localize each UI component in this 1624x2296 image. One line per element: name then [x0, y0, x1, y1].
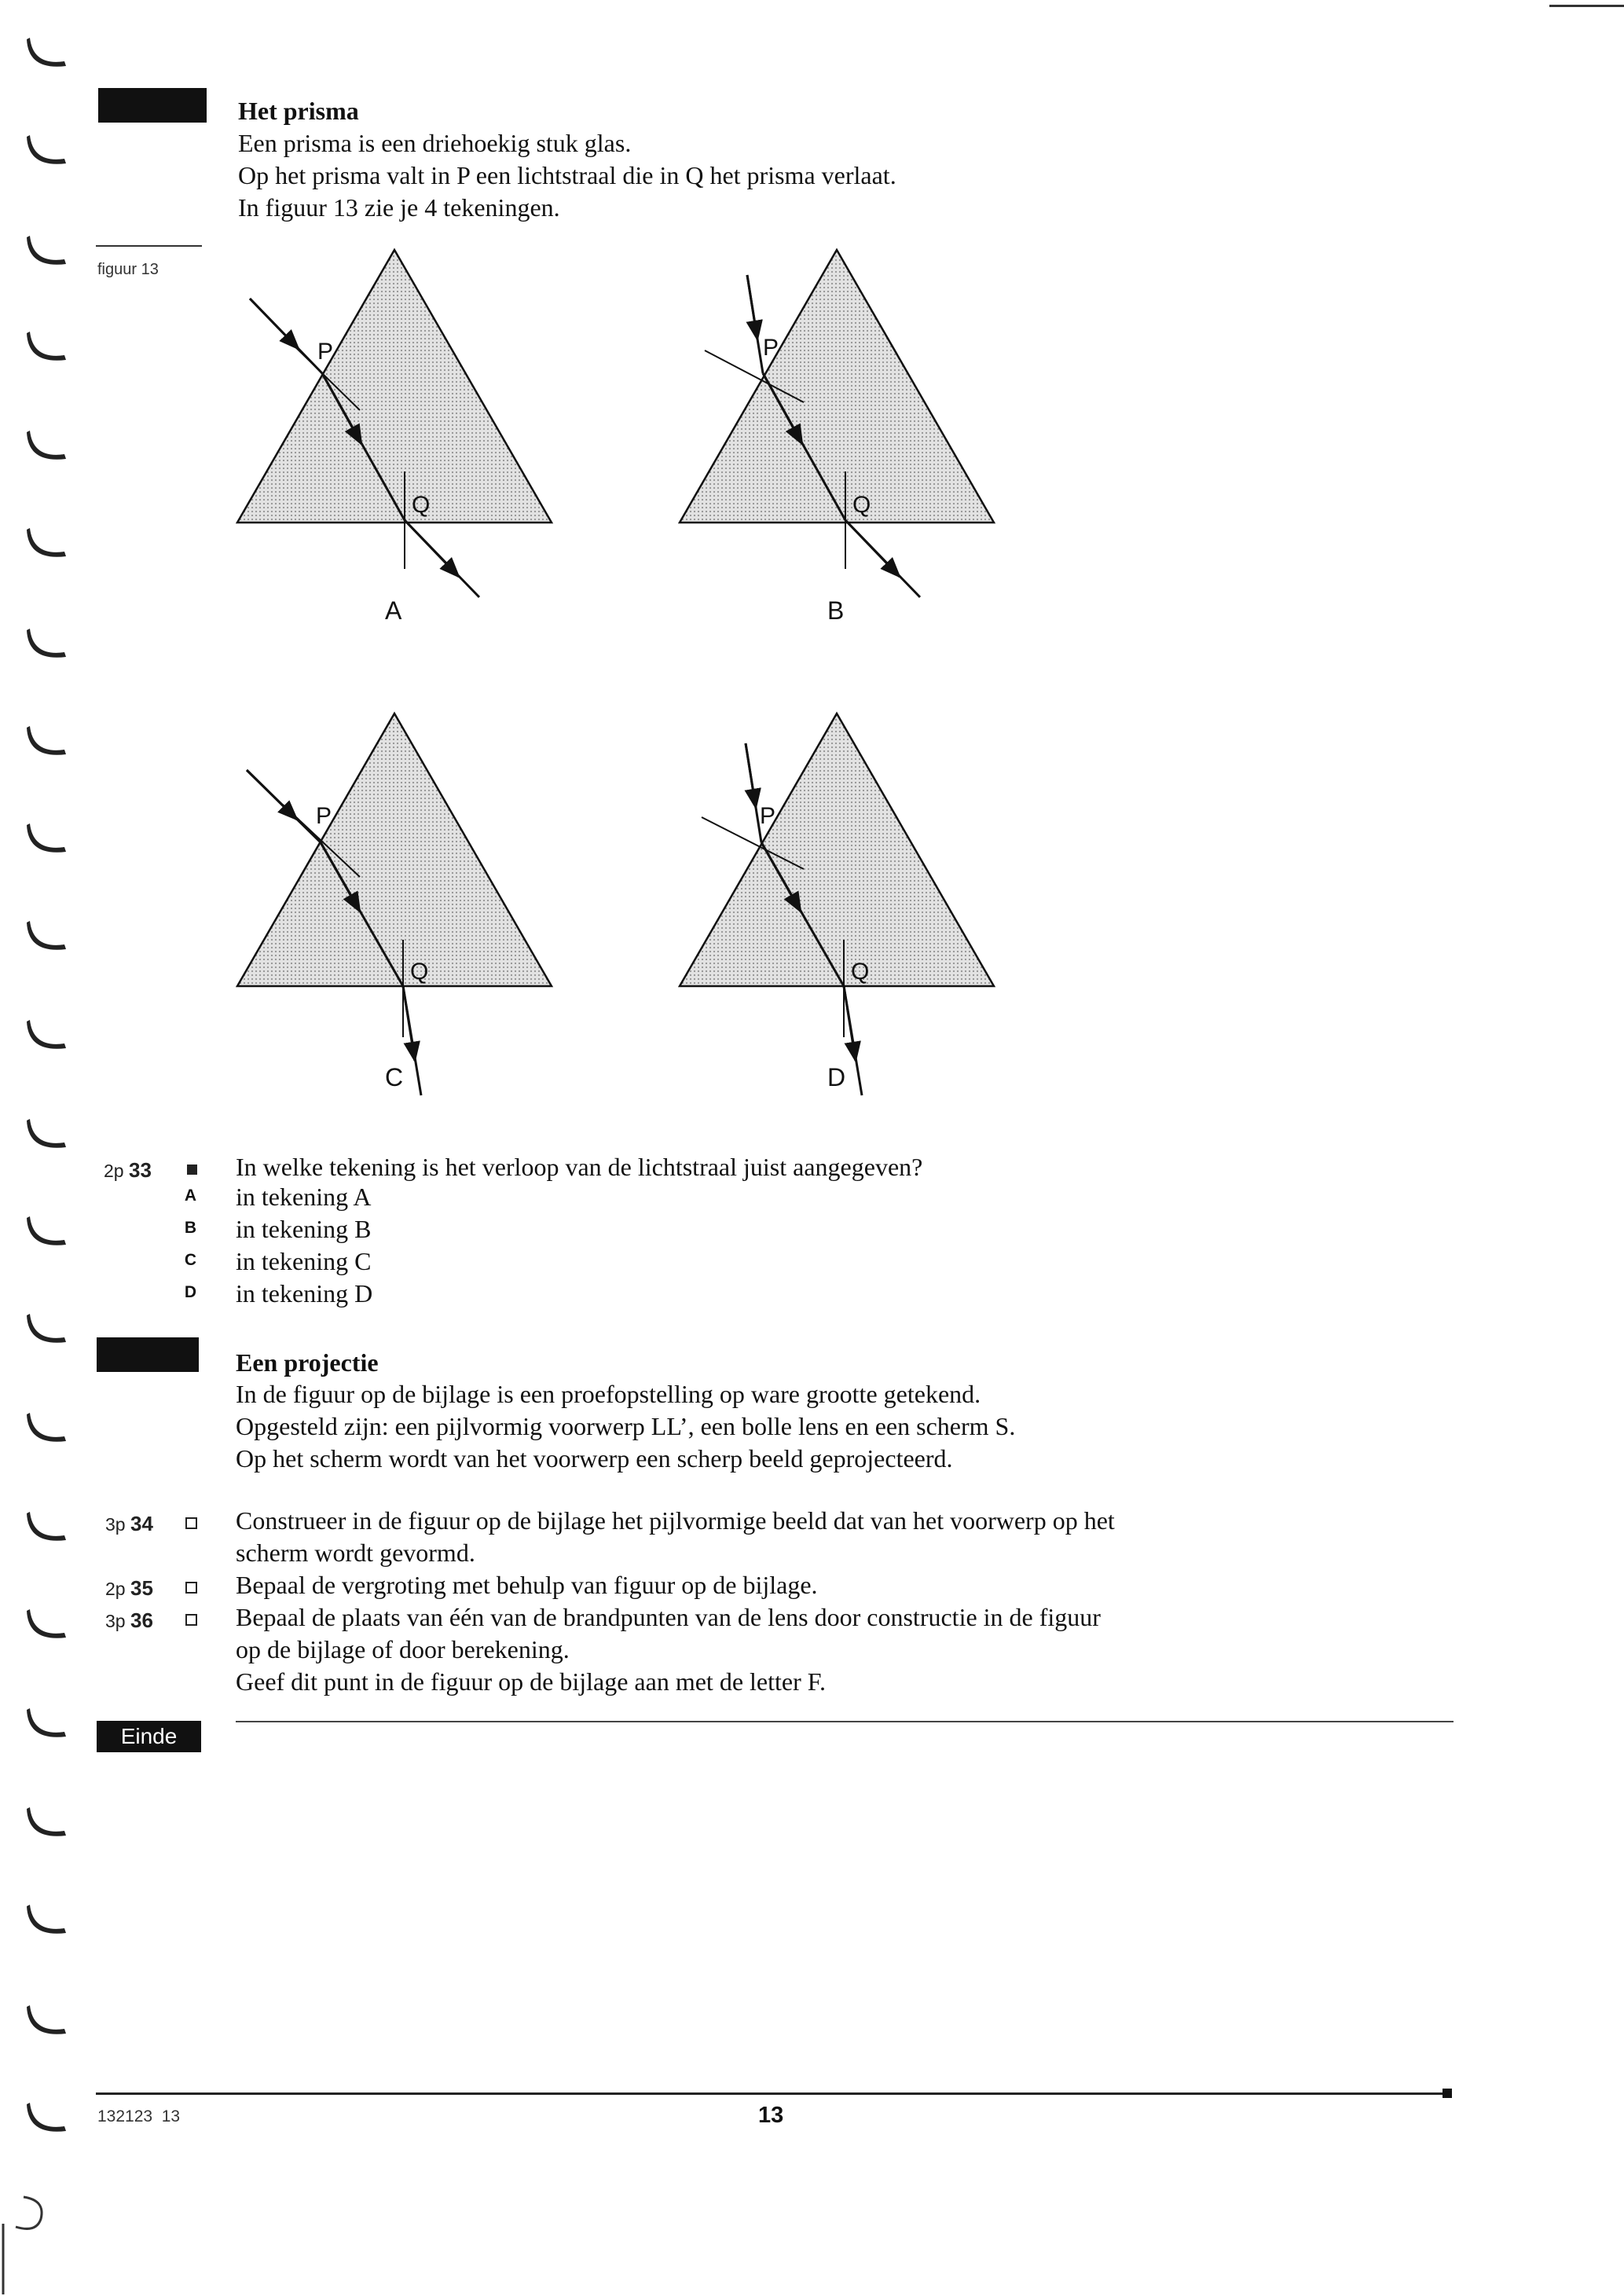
- question-34-number: [105, 1512, 153, 1536]
- binder-mark: [24, 1017, 71, 1053]
- prism-drawing-c: [236, 707, 566, 1100]
- intro-line: Opgesteld zijn: een pijlvormig voorwerp LL’, een bolle lens en een scherm S.: [236, 1412, 1016, 1440]
- end-label: Einde: [97, 1721, 201, 1752]
- binder-mark: [24, 1509, 71, 1545]
- binder-mark: [24, 1705, 71, 1741]
- option-letter: B: [184, 1219, 196, 1237]
- point-p-label: P: [317, 339, 334, 365]
- question-36-number: [105, 1608, 153, 1633]
- question-number: 33: [128, 1158, 152, 1182]
- point-p-label: P: [760, 803, 776, 829]
- binder-mark: [24, 525, 71, 561]
- section-marker-bar: [98, 88, 207, 123]
- binder-mark: [24, 1213, 71, 1249]
- point-p-label: P: [763, 335, 779, 361]
- exit-ray-arrow: [405, 520, 459, 577]
- prism-triangle: [237, 713, 552, 986]
- section-marker-bar: [97, 1337, 199, 1372]
- intro-line: Op het prisma valt in P een lichtstraal die in Q het prisma verlaat.: [238, 161, 896, 189]
- footer-code: 132123 13: [97, 2107, 181, 2125]
- point-q-label: Q: [410, 959, 429, 985]
- footer-rule: [96, 2092, 1446, 2095]
- binder-mark: [24, 1804, 71, 1840]
- question-35-number: [105, 1576, 153, 1601]
- point-q-label: Q: [851, 959, 870, 985]
- point-p-label: P: [316, 803, 332, 829]
- section-title-prisma: Het prisma: [238, 97, 359, 125]
- point-q-label: Q: [852, 492, 871, 518]
- prism-triangle: [237, 250, 552, 523]
- question-number: 35: [130, 1576, 153, 1600]
- prism-drawing-d: [678, 707, 1008, 1100]
- binder-mark: [24, 1410, 71, 1446]
- incident-ray-arrow: [250, 299, 299, 349]
- option-b[interactable]: in tekening B: [236, 1215, 372, 1243]
- binder-mark: [24, 1606, 71, 1642]
- question-line: Construeer in de figuur op de bijlage het pijlvormige beeld dat van het voorwerp op het: [236, 1506, 1115, 1535]
- binder-mark: [24, 723, 71, 759]
- option-a[interactable]: in tekening A: [236, 1183, 372, 1211]
- drawing-letter: A: [385, 596, 402, 625]
- checkbox-icon: [185, 1517, 197, 1529]
- intro-line: In figuur 13 zie je 4 tekeningen.: [238, 193, 560, 222]
- option-c[interactable]: in tekening C: [236, 1247, 372, 1275]
- binder-mark: [24, 1902, 71, 1938]
- binder-mark: [24, 1116, 71, 1152]
- prism-drawing-a: [236, 244, 566, 629]
- question-34-text: [236, 1505, 1540, 1569]
- incident-ray-arrow: [247, 770, 297, 820]
- section-title-projectie: Een projectie: [236, 1348, 379, 1377]
- exit-ray-arrow: [403, 986, 415, 1061]
- binder-mark: [24, 132, 71, 168]
- drawing-letter: C: [385, 1063, 404, 1091]
- option-letter: A: [184, 1187, 196, 1205]
- intro-line: Op het scherm wordt van het voorwerp een scherp beeld geprojecteerd.: [236, 1444, 953, 1473]
- incident-ray-arrow: [747, 275, 757, 339]
- page-number: 13: [758, 2103, 784, 2128]
- question-line: Geef dit punt in de figuur op de bijlage aan met de letter F.: [236, 1667, 826, 1696]
- question-line: scherm wordt gevormd.: [236, 1539, 475, 1567]
- section-intro-projectie: [236, 1378, 1493, 1475]
- prism-drawing-b: [678, 244, 1008, 629]
- section-intro-prisma: [238, 127, 1495, 224]
- checkbox-icon: [185, 1582, 197, 1594]
- figure-label-rule: [96, 245, 202, 247]
- question-line: Bepaal de plaats van één van de brandpunten van de lens door constructie in de figuur: [236, 1603, 1101, 1631]
- exit-ray-arrow: [845, 520, 900, 577]
- option-letter: D: [184, 1283, 196, 1301]
- question-36-text: [236, 1601, 1540, 1698]
- scan-artifact: [0, 2192, 55, 2296]
- binder-mark: [24, 2100, 71, 2136]
- binder-mark: [24, 918, 71, 954]
- intro-line: In de figuur op de bijlage is een proefopstelling op ware grootte getekend.: [236, 1380, 981, 1408]
- binder-mark: [24, 2002, 71, 2038]
- question-35-text: Bepaal de vergroting met behulp van figuur op de bijlage.: [236, 1571, 818, 1599]
- binder-mark: [24, 233, 71, 269]
- footer-rule-end-square: [1443, 2089, 1452, 2098]
- drawing-letter: B: [827, 596, 845, 625]
- prism-triangle: [680, 250, 994, 523]
- point-q-label: Q: [412, 492, 431, 518]
- question-points: 3p: [105, 1514, 126, 1535]
- binder-mark: [24, 35, 71, 71]
- corner-line: [1549, 5, 1624, 7]
- figure-label: figuur 13: [97, 261, 159, 278]
- exit-ray-arrow: [844, 986, 856, 1061]
- question-number: 34: [130, 1512, 153, 1535]
- question-line: op de bijlage of door berekening.: [236, 1635, 570, 1663]
- option-letter: C: [184, 1251, 196, 1269]
- question-points: 2p: [105, 1579, 126, 1599]
- binder-mark: [24, 1311, 71, 1347]
- question-33-text: In welke tekening is het verloop van de lichtstraal juist aangegeven?: [236, 1153, 923, 1181]
- drawing-letter: D: [827, 1063, 846, 1091]
- binder-mark: [24, 427, 71, 464]
- question-33-number: [104, 1158, 152, 1183]
- checkbox-icon: [185, 1614, 197, 1626]
- binder-mark: [24, 328, 71, 365]
- end-rule: [236, 1721, 1454, 1722]
- binder-mark: [24, 625, 71, 662]
- binder-mark: [24, 820, 71, 856]
- intro-line: Een prisma is een driehoekig stuk glas.: [238, 129, 632, 157]
- question-points: 2p: [104, 1161, 124, 1181]
- option-d[interactable]: in tekening D: [236, 1279, 373, 1308]
- prism-triangle: [680, 713, 994, 986]
- incident-ray-arrow: [746, 743, 756, 808]
- question-points: 3p: [105, 1611, 126, 1631]
- filled-square-icon: [187, 1165, 197, 1175]
- question-number: 36: [130, 1608, 153, 1632]
